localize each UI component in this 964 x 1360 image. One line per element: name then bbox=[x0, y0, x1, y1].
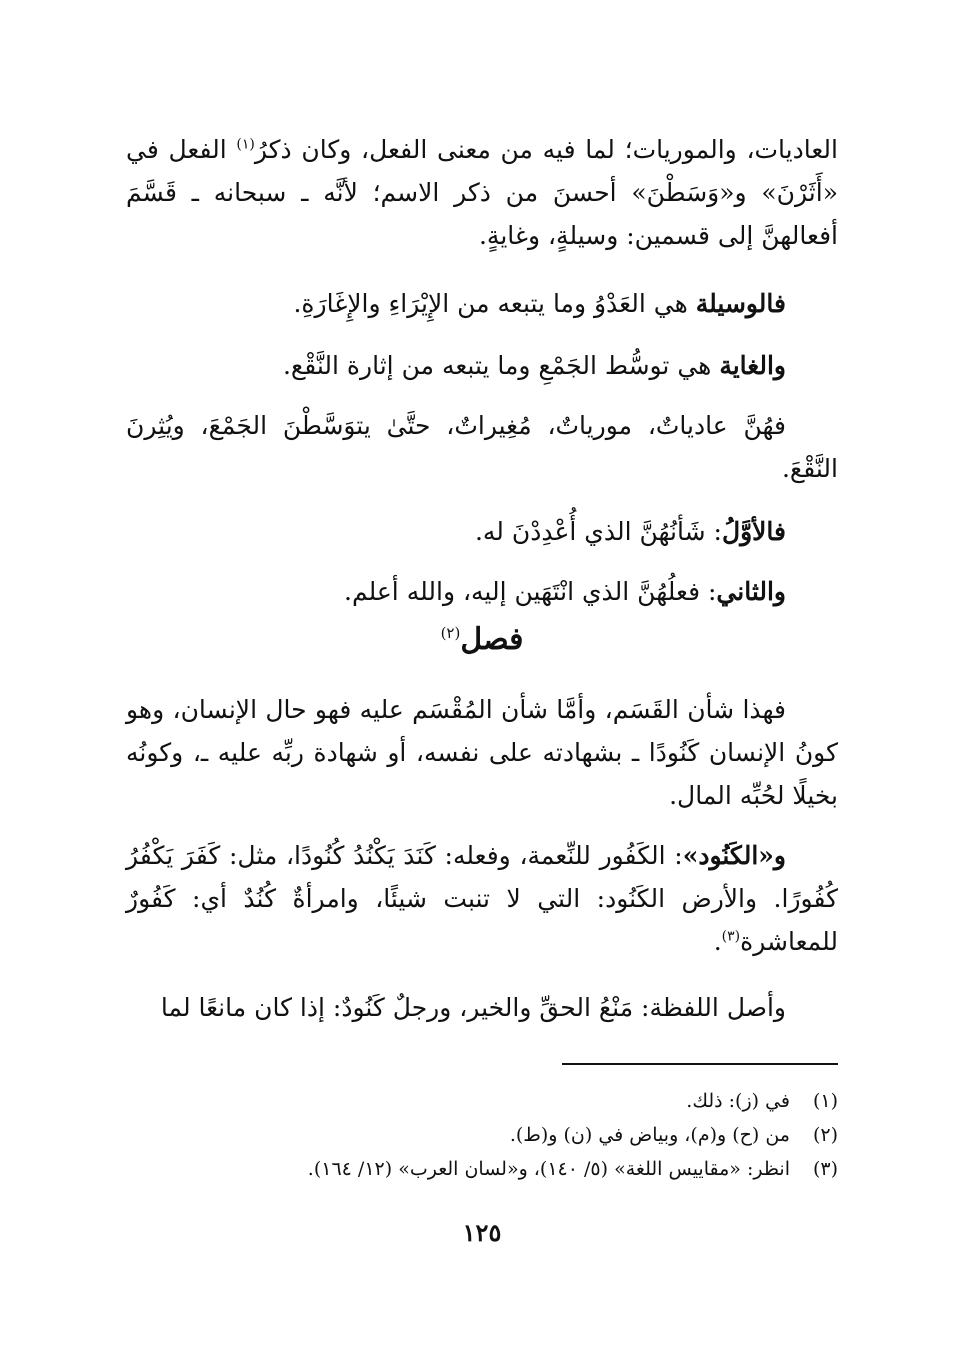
section-heading bbox=[0, 622, 964, 657]
footnote-ref-2[interactable]: (٢) bbox=[440, 624, 461, 642]
term-first: فالأوَّلُ bbox=[721, 517, 786, 546]
summary-text: فهُنَّ عادياتٌ، مورياتٌ، مُغِيراتٌ، حتَّىٰ يتوَسَّطْنَ الجَمْعَ، ويُثِرنَ النَّقْعَ. bbox=[126, 411, 838, 483]
term-ghaya: والغاية bbox=[719, 351, 786, 380]
term-kanud: و«الكَنُود» bbox=[682, 841, 786, 870]
paragraph-kanud bbox=[126, 834, 838, 963]
footnote-number: (١) bbox=[812, 1090, 838, 1112]
paragraph-wasila bbox=[126, 282, 786, 325]
second-text: : فعلُهُنَّ الذي انْتَهَين إليه، والله أعلم. bbox=[344, 577, 717, 606]
footnote-number: (٣) bbox=[812, 1158, 838, 1180]
paragraph-asl bbox=[126, 986, 838, 1029]
heading-title: فصل bbox=[460, 622, 524, 657]
paragraph-muqsam bbox=[126, 688, 838, 817]
term-second: والثاني bbox=[716, 577, 786, 606]
footnote-text: انظر: «مقاييس اللغة» (٥/ ١٤٠)، و«لسان العرب» (١٢/ ١٦٤). bbox=[307, 1158, 790, 1180]
footnotes bbox=[126, 1084, 838, 1186]
kanud-end: . bbox=[713, 927, 722, 956]
paragraph-second bbox=[126, 570, 786, 613]
muqsam-text: فهذا شأن القَسَم، وأمَّا شأن المُقْسَم عليه فهو حال الإنسان، وهو كونُ الإنسان كَنُودًا ـ بشهادته على نفسه، أو شهادة ربِّه عليه ـ، وكونُه بخيلًا لحُبِّه المال. bbox=[126, 695, 838, 810]
intro-text-rest: الفعل في «أَثَرْنَ» و«وَسَطْنَ» أحسنَ من ذكر الاسم؛ لأنَّه ـ سبحانه ـ قَسَّمَ أفعالهنَّ إلى قسمين: وسيلةٍ، وغايةٍ. bbox=[126, 135, 838, 250]
footnote-2 bbox=[126, 1118, 838, 1152]
ghaya-text: هي توسُّط الجَمْعِ وما يتبعه من إثارة النَّقْع. bbox=[282, 351, 720, 380]
wasila-text: هي العَدْوُ وما يتبعه من الإِيْرَاءِ والإِغَارَةِ. bbox=[293, 289, 696, 318]
footnote-text: في (ز): ذلك. bbox=[686, 1090, 790, 1112]
paragraph-first bbox=[126, 510, 786, 553]
footnote-number: (٢) bbox=[812, 1124, 838, 1146]
page-number: ١٢٥ bbox=[462, 1218, 502, 1247]
first-text: : شَأنُهُنَّ الذي أُعْدِدْنَ له. bbox=[474, 517, 722, 546]
term-wasila: فالوسيلة bbox=[695, 289, 786, 318]
footnote-divider bbox=[562, 1063, 838, 1065]
intro-text: العاديات، والموريات؛ لما فيه من معنى الفعل، وكان ذكرُ bbox=[254, 135, 838, 164]
footnote-ref-1[interactable]: (١) bbox=[236, 136, 255, 153]
footnote-1 bbox=[126, 1084, 838, 1118]
paragraph-ghaya bbox=[126, 344, 786, 387]
footnote-3 bbox=[126, 1152, 838, 1186]
paragraph-intro bbox=[126, 128, 838, 257]
footnote-ref-3[interactable]: (٣) bbox=[721, 928, 741, 945]
asl-text: وأصل اللفظة: مَنْعُ الحقِّ والخير، ورجلٌ كَنُودٌ: إذا كان مانعًا لما bbox=[160, 993, 786, 1022]
paragraph-summary bbox=[126, 404, 838, 490]
footnote-text: من (ح) و(م)، وبياض في (ن) و(ط). bbox=[509, 1124, 790, 1146]
kanud-text: : الكَفُور للنِّعمة، وفعله: كَنَدَ يَكْنُدُ كُنُودًا، مثل: كَفَرَ يَكْفُرُ كُفُورًا. والأرض الكَنُود: التي لا تنبت شيئًا، وامرأةٌ كُنُدٌ أي: كَفُورٌ للمعاشرة bbox=[126, 841, 838, 956]
